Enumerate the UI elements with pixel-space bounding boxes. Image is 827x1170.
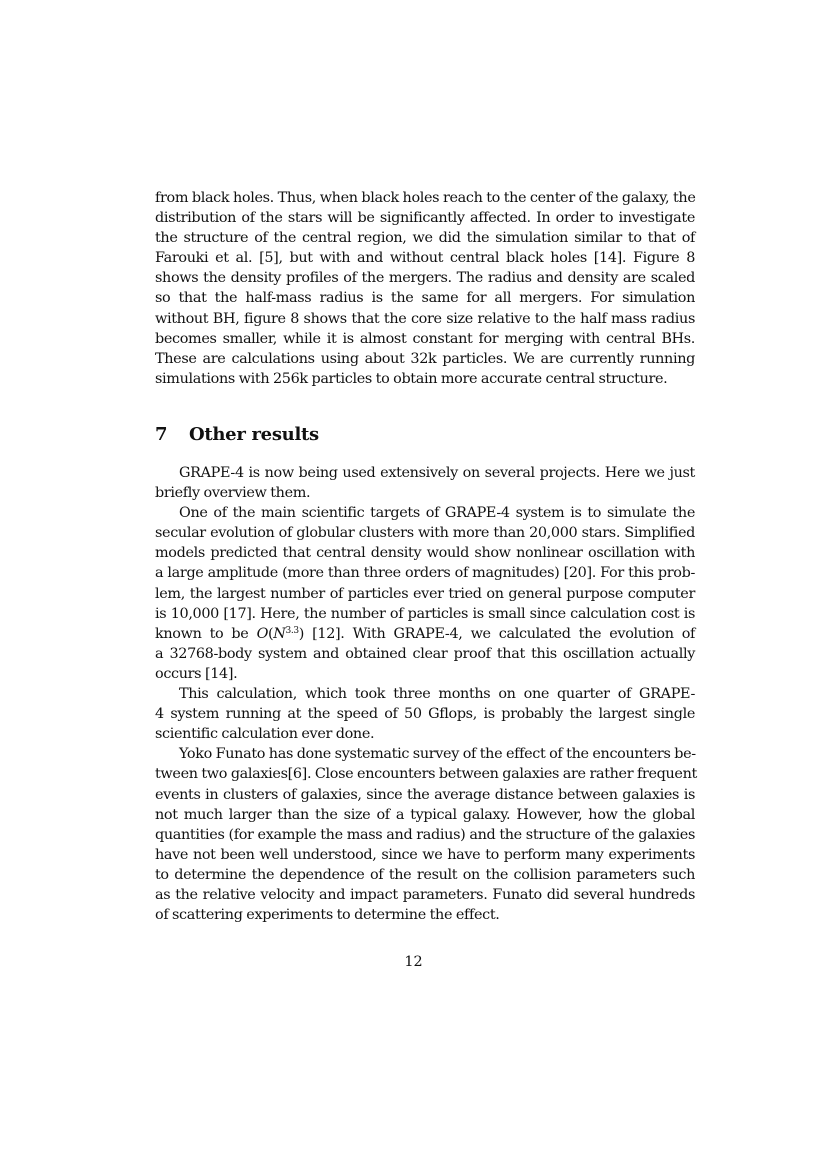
text-line: These are calculations using about 32k particles. We are currently running (155, 350, 695, 367)
text-line: distribution of the stars will be significantly affected. In order to investigate (155, 210, 695, 227)
text-line: so that the half-mass radius is the same for all mergers. For simulation (155, 290, 695, 307)
text-line: the structure of the central region, we did the simulation similar to that of (155, 230, 695, 247)
page-number: 12 (404, 954, 423, 970)
text-fragment: known to be (155, 625, 257, 642)
text-line: Farouki et al. [5], but with and without central black holes [14]. Figure 8 (155, 250, 695, 267)
text-line: events in clusters of galaxies, since the average distance between galaxies is (155, 786, 695, 803)
text-line: a large amplitude (more than three orders of magnitudes) [20]. For this prob- (155, 565, 695, 582)
text-line: One of the main scientific targets of GRAPE-4 system is to simulate the (179, 505, 695, 522)
text-line: shows the density profiles of the mergers. The radius and density are scaled (155, 270, 695, 287)
text-line: not much larger than the size of a typical galaxy. However, how the global (155, 806, 695, 823)
paragraph-continued (155, 188, 695, 389)
section-number: 7 (155, 424, 168, 445)
math-variable: N (273, 625, 286, 642)
text-line: lem, the largest number of particles ever tried on general purpose computer (155, 585, 695, 602)
text-line: becomes smaller, while it is almost constant for merging with central BHs. (155, 330, 695, 347)
text-line: is 10,000 [17]. Here, the number of particles is small since calculation cost is (155, 605, 695, 622)
text-line: from black holes. Thus, when black holes reach to the center of the galaxy, the (155, 190, 696, 206)
text-line: occurs [14]. (155, 665, 238, 682)
text-line: This calculation, which took three months on one quarter of GRAPE- (179, 686, 695, 703)
text-line: 4 system running at the speed of 50 Gflops, is probably the largest single (155, 706, 695, 723)
section-body (155, 463, 695, 925)
text-fragment: [12]. With GRAPE-4, we calculated the evolution of (304, 625, 696, 642)
text-line: quantities (for example the mass and radius) and the structure of the galaxies (155, 826, 695, 843)
text-line: without BH, figure 8 shows that the core size relative to the half mass radius (155, 310, 695, 327)
text-line: simulations with 256k particles to obtain more accurate central structure. (155, 370, 668, 387)
math-exponent: 3.3 (285, 625, 299, 636)
text-line: Yoko Funato has done systematic survey of the effect of the encounters be- (179, 746, 696, 763)
text-line: to determine the dependence of the result on the collision parameters such (155, 866, 695, 883)
math-function: O (256, 625, 269, 642)
text-line: GRAPE-4 is now being used extensively on several projects. Here we just (179, 465, 695, 481)
text-line: a 32768-body system and obtained clear proof that this oscillation actually (155, 645, 695, 662)
text-line: as the relative velocity and impact parameters. Funato did several hundreds (155, 886, 695, 903)
text-line: of scattering experiments to determine the effect. (155, 907, 500, 924)
section-heading (155, 423, 319, 447)
text-line: secular evolution of globular clusters with more than 20,000 stars. Simplified (155, 525, 695, 542)
section-title: Other results (189, 424, 319, 445)
text-line: tween two galaxies[6]. Close encounters between galaxies are rather frequent (155, 766, 697, 783)
text-line: models predicted that central density would show nonlinear oscillation with (155, 545, 695, 562)
text-line: have not been well understood, since we have to perform many experiments (155, 846, 695, 863)
text-line: briefly overview them. (155, 485, 311, 502)
text-line-with-math (155, 624, 695, 644)
text-line: scientific calculation ever done. (155, 726, 375, 743)
math-paren: ( (268, 625, 274, 642)
math-paren: ) (298, 625, 305, 642)
